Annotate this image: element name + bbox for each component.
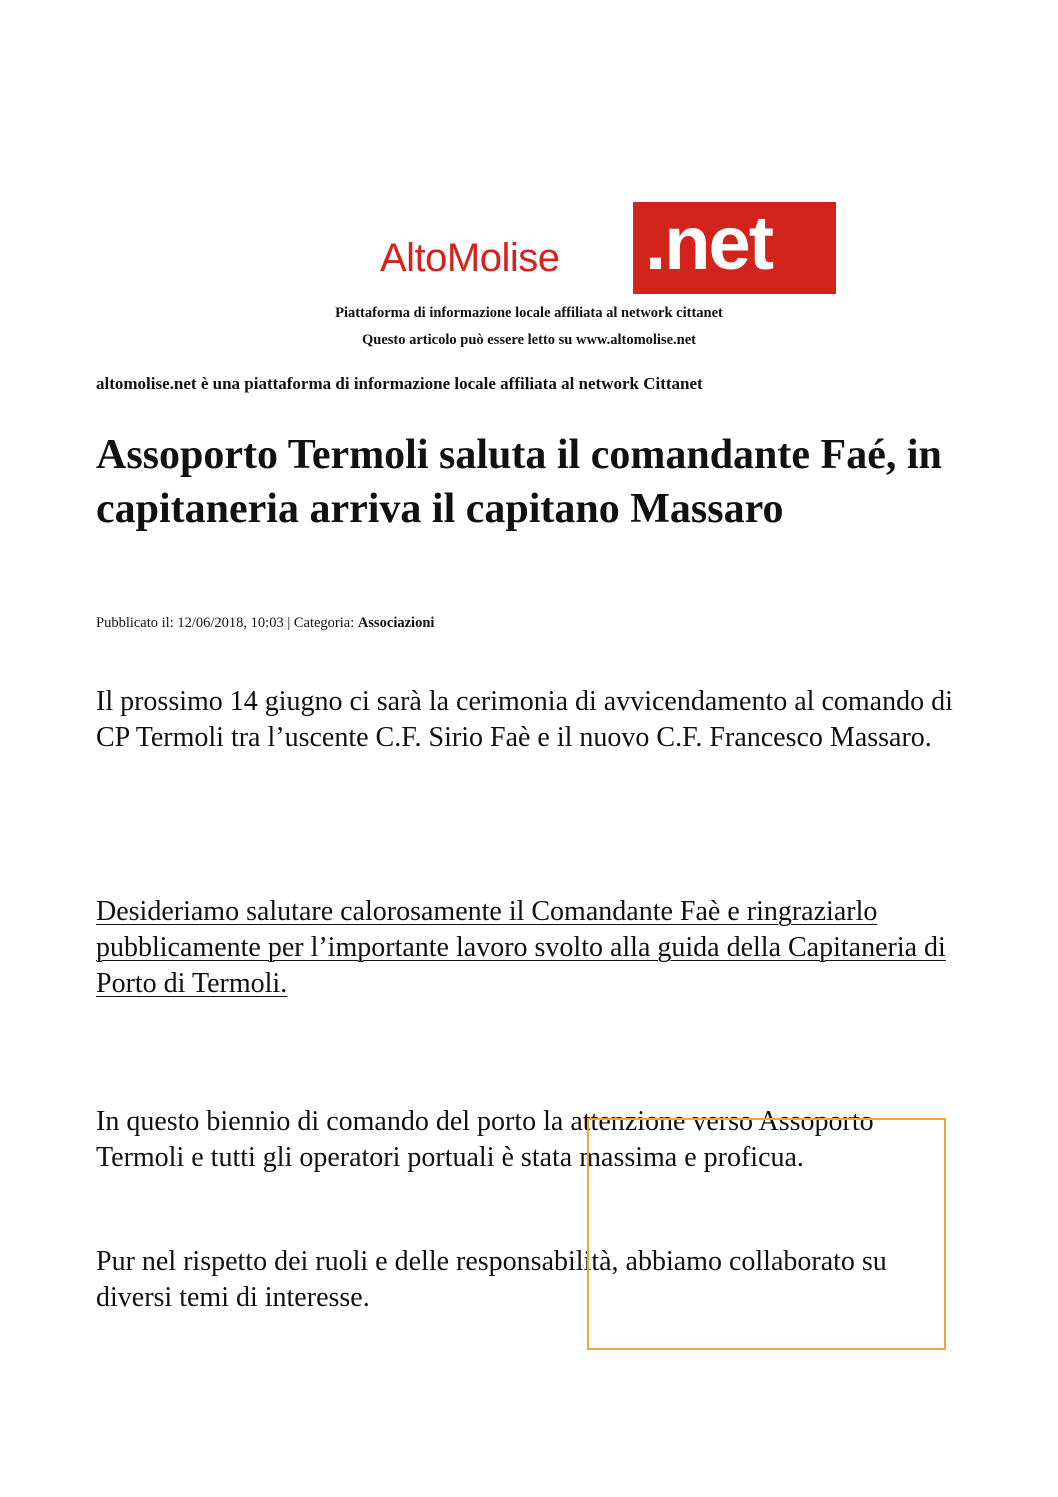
logo-net-badge — [633, 202, 836, 294]
site-logo[interactable] — [380, 202, 836, 294]
article-paragraph: Il prossimo 14 giugno ci sarà la cerimonia di avvicendamento al comando di CP Termoli tra l’uscente C.F. Sirio Faè e il nuovo C.F. Francesco Massaro. — [96, 686, 953, 753]
meta-separator: | — [287, 615, 291, 631]
article-paragraph: Pur nel rispetto dei ruoli e delle responsabilità, abbiamo collaborato su diversi temi di interesse. — [96, 1246, 887, 1313]
published-label: Pubblicato il: — [96, 615, 174, 631]
logo-net-text: .net — [645, 201, 773, 286]
header-read-at: Questo articolo può essere letto su www.altomolise.net — [362, 332, 696, 348]
affiliation-note: altomolise.net è una piattaforma di informazione locale affiliata al network Cittanet — [96, 374, 703, 393]
article-paragraph: In questo biennio di comando del porto la attenzione verso Assoporto Termoli e tutti gli operatori portuali è stata massima e proficua. — [96, 1106, 874, 1173]
article-paragraph-link[interactable]: Desideriamo salutare calorosamente il Comandante Faè e ringraziarlo pubblicamente per l’importante lavoro svolto alla guida della Capitaneria di Porto di Termoli. — [96, 896, 946, 999]
logo-wordmark: AltoMolise — [380, 236, 560, 280]
category-link[interactable]: Associazioni — [357, 615, 435, 631]
category-label: Categoria: — [293, 615, 355, 631]
article-title: Assoporto Termoli saluta il comandante Faé, in capitaneria arriva il capitano Massaro — [96, 432, 942, 532]
article-meta — [96, 615, 434, 632]
highlight-frame — [587, 1118, 946, 1350]
published-date: 12/06/2018, 10:03 — [177, 615, 284, 631]
header-tagline: Piattaforma di informazione locale affiliata al network cittanet — [335, 305, 723, 321]
